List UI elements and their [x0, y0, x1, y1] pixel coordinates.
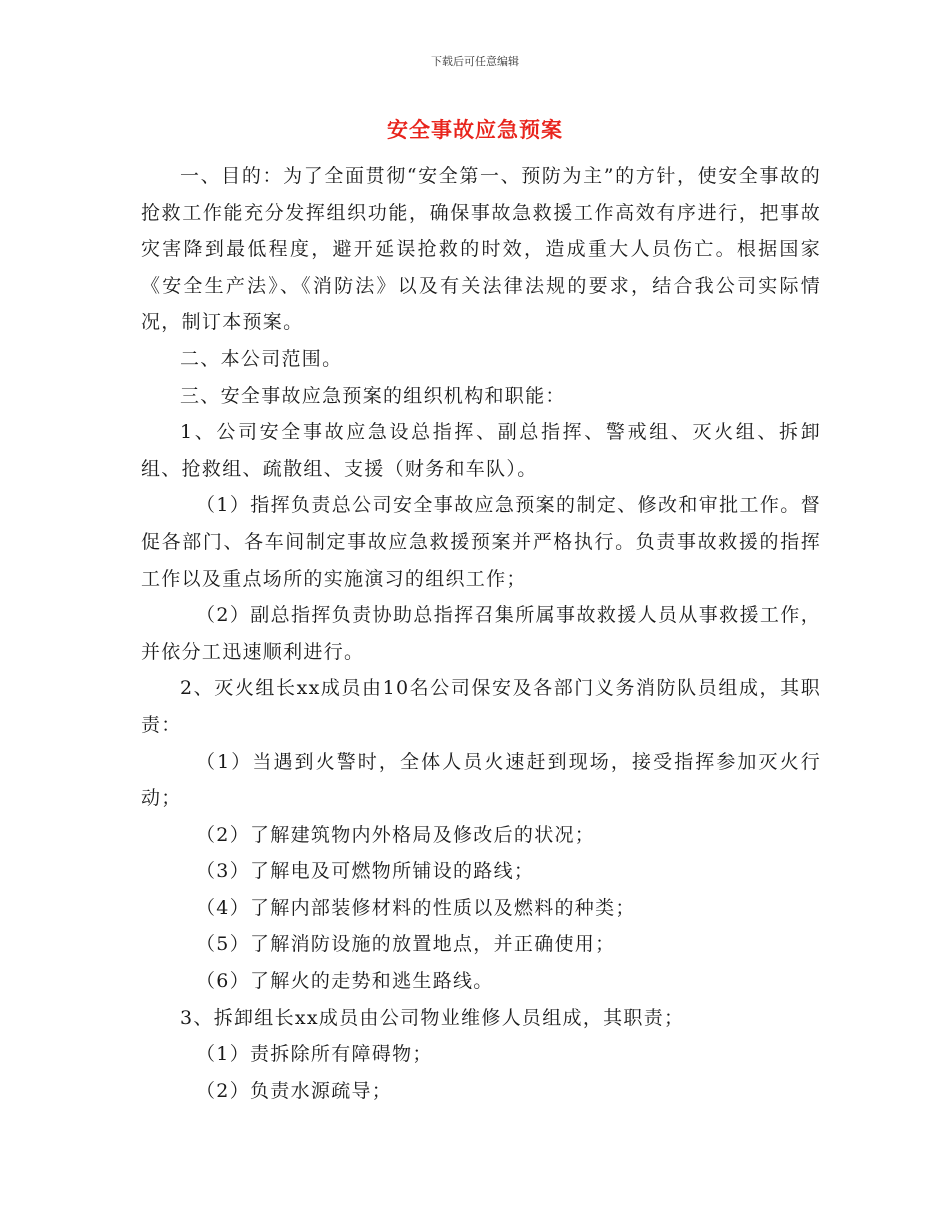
paragraph: （3）了解电及可燃物所铺设的路线；	[196, 860, 535, 883]
document-body	[141, 158, 821, 1109]
paragraph: （5）了解消防设施的放置地点，并正确使用；	[196, 933, 616, 956]
paragraph: （6）了解火的走势和逃生路线。	[196, 970, 494, 993]
paragraph: （2）负责水源疏导；	[196, 1079, 393, 1102]
paragraph: （4）了解内部装修材料的性质以及燃料的种类；	[196, 896, 636, 919]
paragraph: （1）责拆除所有障碍物；	[196, 1043, 433, 1066]
paragraph: 1、公司安全事故应急设总指挥、副总指挥、警戒组、灭火组、拆卸组、抢救组、疏散组、支援（财务和车队）。	[141, 421, 821, 480]
paragraph: 2、灭火组长xx成员由10名公司保安及各部门义务消防队员组成，其职责：	[141, 677, 821, 736]
paragraph: （1）指挥负责总公司安全事故应急预案的制定、修改和审批工作。督促各部门、各车间制定事故应急救援预案并严格执行。负责事故救援的指挥工作以及重点场所的实施演习的组织工作；	[141, 494, 821, 590]
paragraph: （2）副总指挥负责协助总指挥召集所属事故救援人员从事救援工作，并依分工迅速顺利进行。	[141, 604, 821, 663]
paragraph: 一、目的：为了全面贯彻“安全第一、预防为主”的方针，使安全事故的抢救工作能充分发挥组织功能，确保事故急救援工作高效有序进行，把事故灾害降到最低程度，避开延误抢救的时效，造成重大人员伤亡。根据国家《安全生产法》、《消防法》以及有关法律法规的要求，结合我公司实际情况，制订本预案。	[141, 165, 821, 334]
paragraph: 3、拆卸组长xx成员由公司物业维修人员组成，其职责；	[180, 1006, 685, 1029]
paragraph: （2）了解建筑物内外格局及修改后的状况；	[196, 823, 596, 846]
paragraph: （1）当遇到火警时，全体人员火速赶到现场，接受指挥参加灭火行动；	[141, 750, 821, 810]
paragraph: 三、安全事故应急预案的组织机构和职能：	[180, 384, 566, 407]
paragraph: 二、本公司范围。	[180, 347, 343, 370]
header-note: 下载后可任意编辑	[431, 55, 519, 68]
document-title: 安全事故应急预案	[387, 118, 563, 142]
